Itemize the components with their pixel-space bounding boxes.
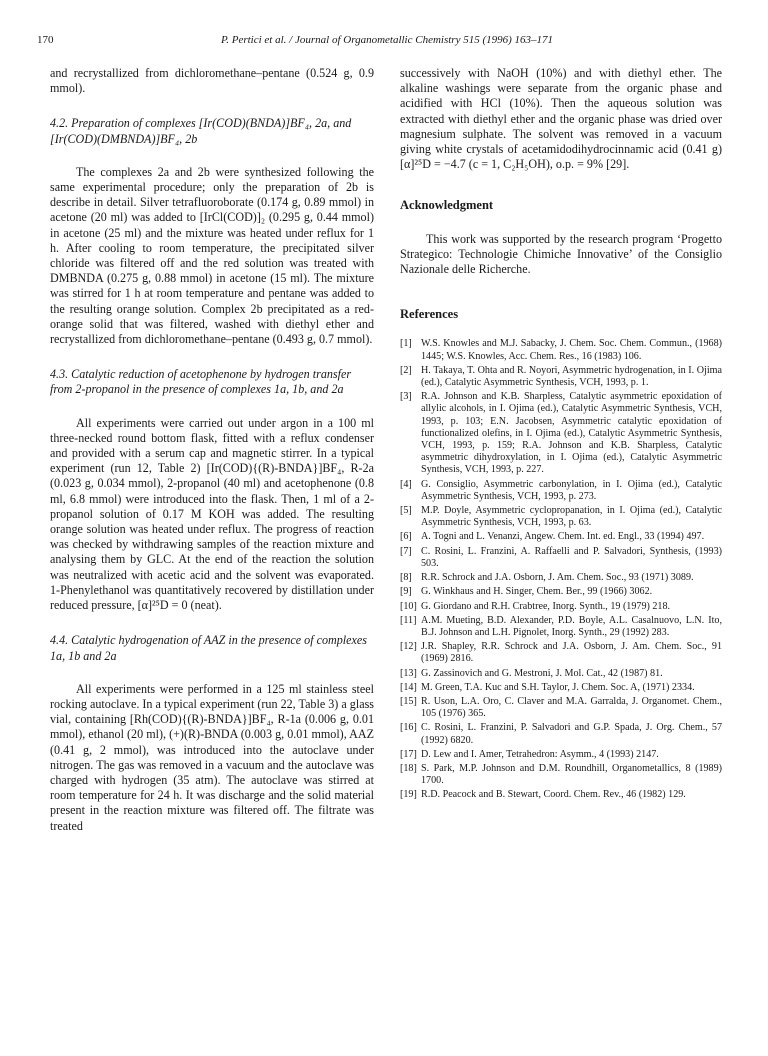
reference-number: [1] bbox=[400, 338, 412, 350]
reference-text: R.R. Schrock and J.A. Osborn, J. Am. Chem. Soc., 93 (1971) 3089. bbox=[421, 572, 694, 584]
reference-text: H. Takaya, T. Ohta and R. Noyori, Asymmetric hydrogenation, in I. Ojima (ed.), Catalytic Asymmetric Synthesis, VCH, 1993, p. 1. bbox=[421, 364, 722, 389]
reference-item bbox=[400, 338, 722, 362]
reference-text: A.M. Mueting, B.D. Alexander, P.D. Boyle, A.L. Casalnuovo, L.N. Ito, B.J. Johnson and L.H. Pignolet, Inorg. Synth., 29 (1992) 283. bbox=[421, 614, 722, 638]
reference-item bbox=[400, 789, 722, 801]
reference-number: [10] bbox=[400, 600, 417, 612]
reference-number: [17] bbox=[400, 748, 417, 760]
reference-number: [13] bbox=[400, 667, 417, 679]
reference-text: M.P. Doyle, Asymmetric cyclopropanation, in I. Ojima (ed.), Catalytic Asymmetric Synthesis, VCH, 1993, p. 63. bbox=[421, 505, 722, 529]
reference-number: [7] bbox=[400, 545, 412, 557]
reference-item bbox=[400, 572, 722, 584]
reference-number: [9] bbox=[400, 586, 412, 598]
reference-item bbox=[400, 505, 722, 529]
reference-number: [15] bbox=[400, 695, 417, 707]
reference-item bbox=[400, 615, 722, 639]
reference-number: [19] bbox=[400, 789, 417, 801]
acknowledgment-text: This work was supported by the research program ‘Progetto Strategico: Technologie Chimiche Innovative’ of the Consiglio Nazionale delle Richerche. bbox=[400, 231, 722, 277]
journal-citation: P. Pertici et al. / Journal of Organometallic Chemistry 515 (1996) 163–171 bbox=[220, 34, 554, 46]
reference-number: [8] bbox=[400, 572, 412, 584]
reference-text: M. Green, T.A. Kuc and S.H. Taylor, J. Chem. Soc. A, (1971) 2334. bbox=[421, 681, 695, 693]
reference-text: G. Zassinovich and G. Mestroni, J. Mol. Cat., 42 (1987) 81. bbox=[421, 667, 663, 679]
section-heading-4-4: 4.4. Catalytic hydrogenation of AAZ in the presence of complexes 1a, 1b and 2a bbox=[50, 633, 367, 663]
acknowledgment-heading: Acknowledgment bbox=[400, 198, 494, 213]
reference-number: [11] bbox=[400, 614, 417, 626]
reference-number: [5] bbox=[400, 505, 412, 517]
paragraph-top-right: successively with NaOH (10%) and with diethyl ether. The alkaline washings were separate from the organic phase and acidified with HCl (10%). Then the aqueous solution was extracted with diethyl ether and the organic phase was dried over magnesium sulphate. The solvent was removed in a vacuum giving white crystals of acetamidodihydrocinnamic acid (0.41 g) [α]²⁵D = −4.7 (c = 1, C₂H₅OH), o.p. = 9% [29]. bbox=[400, 66, 722, 172]
page-number: 170 bbox=[37, 34, 54, 46]
reference-number: [12] bbox=[400, 641, 417, 653]
references-list bbox=[400, 338, 722, 801]
reference-item bbox=[400, 763, 722, 787]
section-heading-4-2: 4.2. Preparation of complexes [Ir(COD)(BNDA)]BF₄, 2a, and [Ir(COD)(DMBNDA)]BF₄, 2b bbox=[50, 116, 352, 146]
paragraph-4-2: The complexes 2a and 2b were synthesized following the same experimental procedure; only the preparation of 2b is describe in detail. Silver tetrafluoroborate (0.174 g, 0.89 mmol) in acetone (20 ml) was added to [IrCl(COD)]₂ (0.295 g, 0.44 mmol) in acetone (25 ml) and the mixture was heated under reflux for 1 h. After cooling to room temperature, the precipitated silver chloride was filtered off and the red solution was treated with DMBNDA (0.275 g, 0.88 mmol) in acetone (15 ml). The mixture was stirred for 1 h at room temperature and pentane was added to the resulting orange solution. Complex 2b precipitated as a red-orange solid that was filtered, washed with diethyl ether and recrystallized from dichloromethane–pentane (0.493 g, 0.7 mmol). bbox=[50, 164, 374, 347]
reference-item bbox=[400, 722, 722, 746]
reference-item bbox=[400, 749, 722, 761]
left-column bbox=[50, 66, 374, 834]
reference-number: [18] bbox=[400, 762, 417, 774]
right-column bbox=[400, 66, 722, 804]
reference-item bbox=[400, 682, 722, 694]
reference-text: C. Rosini, L. Franzini, A. Raffaelli and P. Salvadori, Synthesis, (1993) 503. bbox=[421, 545, 722, 569]
paragraph-4-3: All experiments were carried out under argon in a 100 ml three-necked round bottom flask, fitted with a reflux condenser and provided with a serum cap and magnetic stirrer. In a typical experiment (run 12, Table 2) [Ir(COD){(R)-BNDA}]BF₄, R-2a (0.023 g, 0.034 mmol), 2-propanol (40 ml) and acetophenone (0.8 ml, 6.8 mmol) were introduced into the flask. Then, 1 ml of a 2-propanol solution of 0.17 M KOH was added. The resulting orange solution was heated under reflux. The progress of reaction was checked by withdrawing samples of the reaction mixture and analysing them by GLC. At the end of the reaction the solution was neutralized with acetic acid and the solvent was evaporated. 1-Phenylethanol was quantitatively recovered by distillation under reduced pressure, [α]²⁵D = 0 (neat). bbox=[50, 415, 374, 613]
reference-item bbox=[400, 531, 722, 543]
references-heading: References bbox=[400, 307, 459, 322]
reference-text: W.S. Knowles and M.J. Sabacky, J. Chem. Soc. Chem. Commun., (1968) 1445; W.S. Knowles, Acc. Chem. Res., 16 (1983) 106. bbox=[421, 338, 722, 362]
reference-item bbox=[400, 365, 722, 389]
reference-text: G. Winkhaus and H. Singer, Chem. Ber., 99 (1966) 3062. bbox=[421, 586, 653, 598]
running-header bbox=[37, 34, 737, 50]
reference-text: G. Giordano and R.H. Crabtree, Inorg. Synth., 19 (1979) 218. bbox=[421, 600, 671, 612]
reference-text: R.D. Peacock and B. Stewart, Coord. Chem. Rev., 46 (1982) 129. bbox=[421, 789, 686, 801]
paragraph-4-4: All experiments were performed in a 125 ml stainless steel rocking autoclave. In a typical experiment (run 22, Table 3) a glass vial, containing [Rh(COD){(R)-BNDA}]BF₄, R-1a (0.006 g, 0.01 mmol), ethanol (20 ml), (+)(R)-BNDA (0.003 g, 0.01 mmol), AAZ (0.41 g, 2 mmol), was introduced into the autoclave under nitrogen. The gas was removed in a vacuum and the autoclave was charged with hydrogen (35 atm). The autoclave was stirred at room temperature for 24 h. It was discharge and the solid material present in the reaction mixture was filtered off. The filtrate was treated bbox=[50, 681, 374, 833]
reference-text: R. Uson, L.A. Oro, C. Claver and M.A. Garralda, J. Organomet. Chem., 105 (1976) 365. bbox=[421, 695, 722, 720]
reference-item bbox=[400, 696, 722, 720]
reference-number: [3] bbox=[400, 391, 412, 403]
reference-number: [6] bbox=[400, 531, 412, 543]
reference-item bbox=[400, 668, 722, 680]
reference-number: [4] bbox=[400, 478, 412, 490]
reference-text: D. Lew and I. Amer, Tetrahedron: Asymm., 4 (1993) 2147. bbox=[421, 748, 659, 760]
reference-item bbox=[400, 641, 722, 665]
reference-item bbox=[400, 601, 722, 613]
reference-number: [16] bbox=[400, 722, 417, 734]
reference-text: C. Rosini, L. Franzini, P. Salvadori and G.P. Spada, J. Org. Chem., 57 (1992) 6820. bbox=[421, 722, 722, 746]
reference-item bbox=[400, 586, 722, 598]
reference-item bbox=[400, 391, 722, 476]
reference-item bbox=[400, 546, 722, 570]
reference-text: G. Consiglio, Asymmetric carbonylation, in I. Ojima (ed.), Catalytic Asymmetric Synthesis, VCH, 1993, p. 273. bbox=[421, 478, 722, 502]
reference-text: S. Park, M.P. Johnson and D.M. Roundhill, Organometallics, 8 (1989) 1700. bbox=[421, 762, 722, 787]
reference-text: A. Togni and L. Venanzi, Angew. Chem. Int. ed. Engl., 33 (1994) 497. bbox=[421, 531, 705, 543]
reference-text: R.A. Johnson and K.B. Sharpless, Catalytic asymmetric epoxidation of allylic alcohols, in I. Ojima (ed.), Catalytic Asymmetric Synthesis, VCH, 1993, p. 103; E.N. Jacobsen, Asymmetric catalytic epoxidation of functionalized olefins, in I. Ojima (ed.), Catalytic Asymmetric Synthesis, VCH, 1993, p. 159; R.A. Johnson and K.B. Sharpless, Catalytic asymmetric dihydroxylation, in I. Ojima (ed.), Catalytic Asymmetric Synthesis, VCH, 1993, p. 227. bbox=[421, 391, 722, 476]
section-heading-4-3: 4.3. Catalytic reduction of acetophenone by hydrogen transfer from 2-propanol in the presence of complexes 1a, 1b, and 2a bbox=[50, 367, 352, 397]
reference-text: J.R. Shapley, R.R. Schrock and J.A. Osborn, J. Am. Chem. Soc., 91 (1969) 2816. bbox=[421, 641, 722, 665]
reference-number: [2] bbox=[400, 364, 412, 376]
reference-number: [14] bbox=[400, 681, 417, 693]
reference-item bbox=[400, 479, 722, 503]
paragraph-top-left: and recrystallized from dichloromethane–pentane (0.524 g, 0.9 mmol). bbox=[50, 66, 374, 96]
